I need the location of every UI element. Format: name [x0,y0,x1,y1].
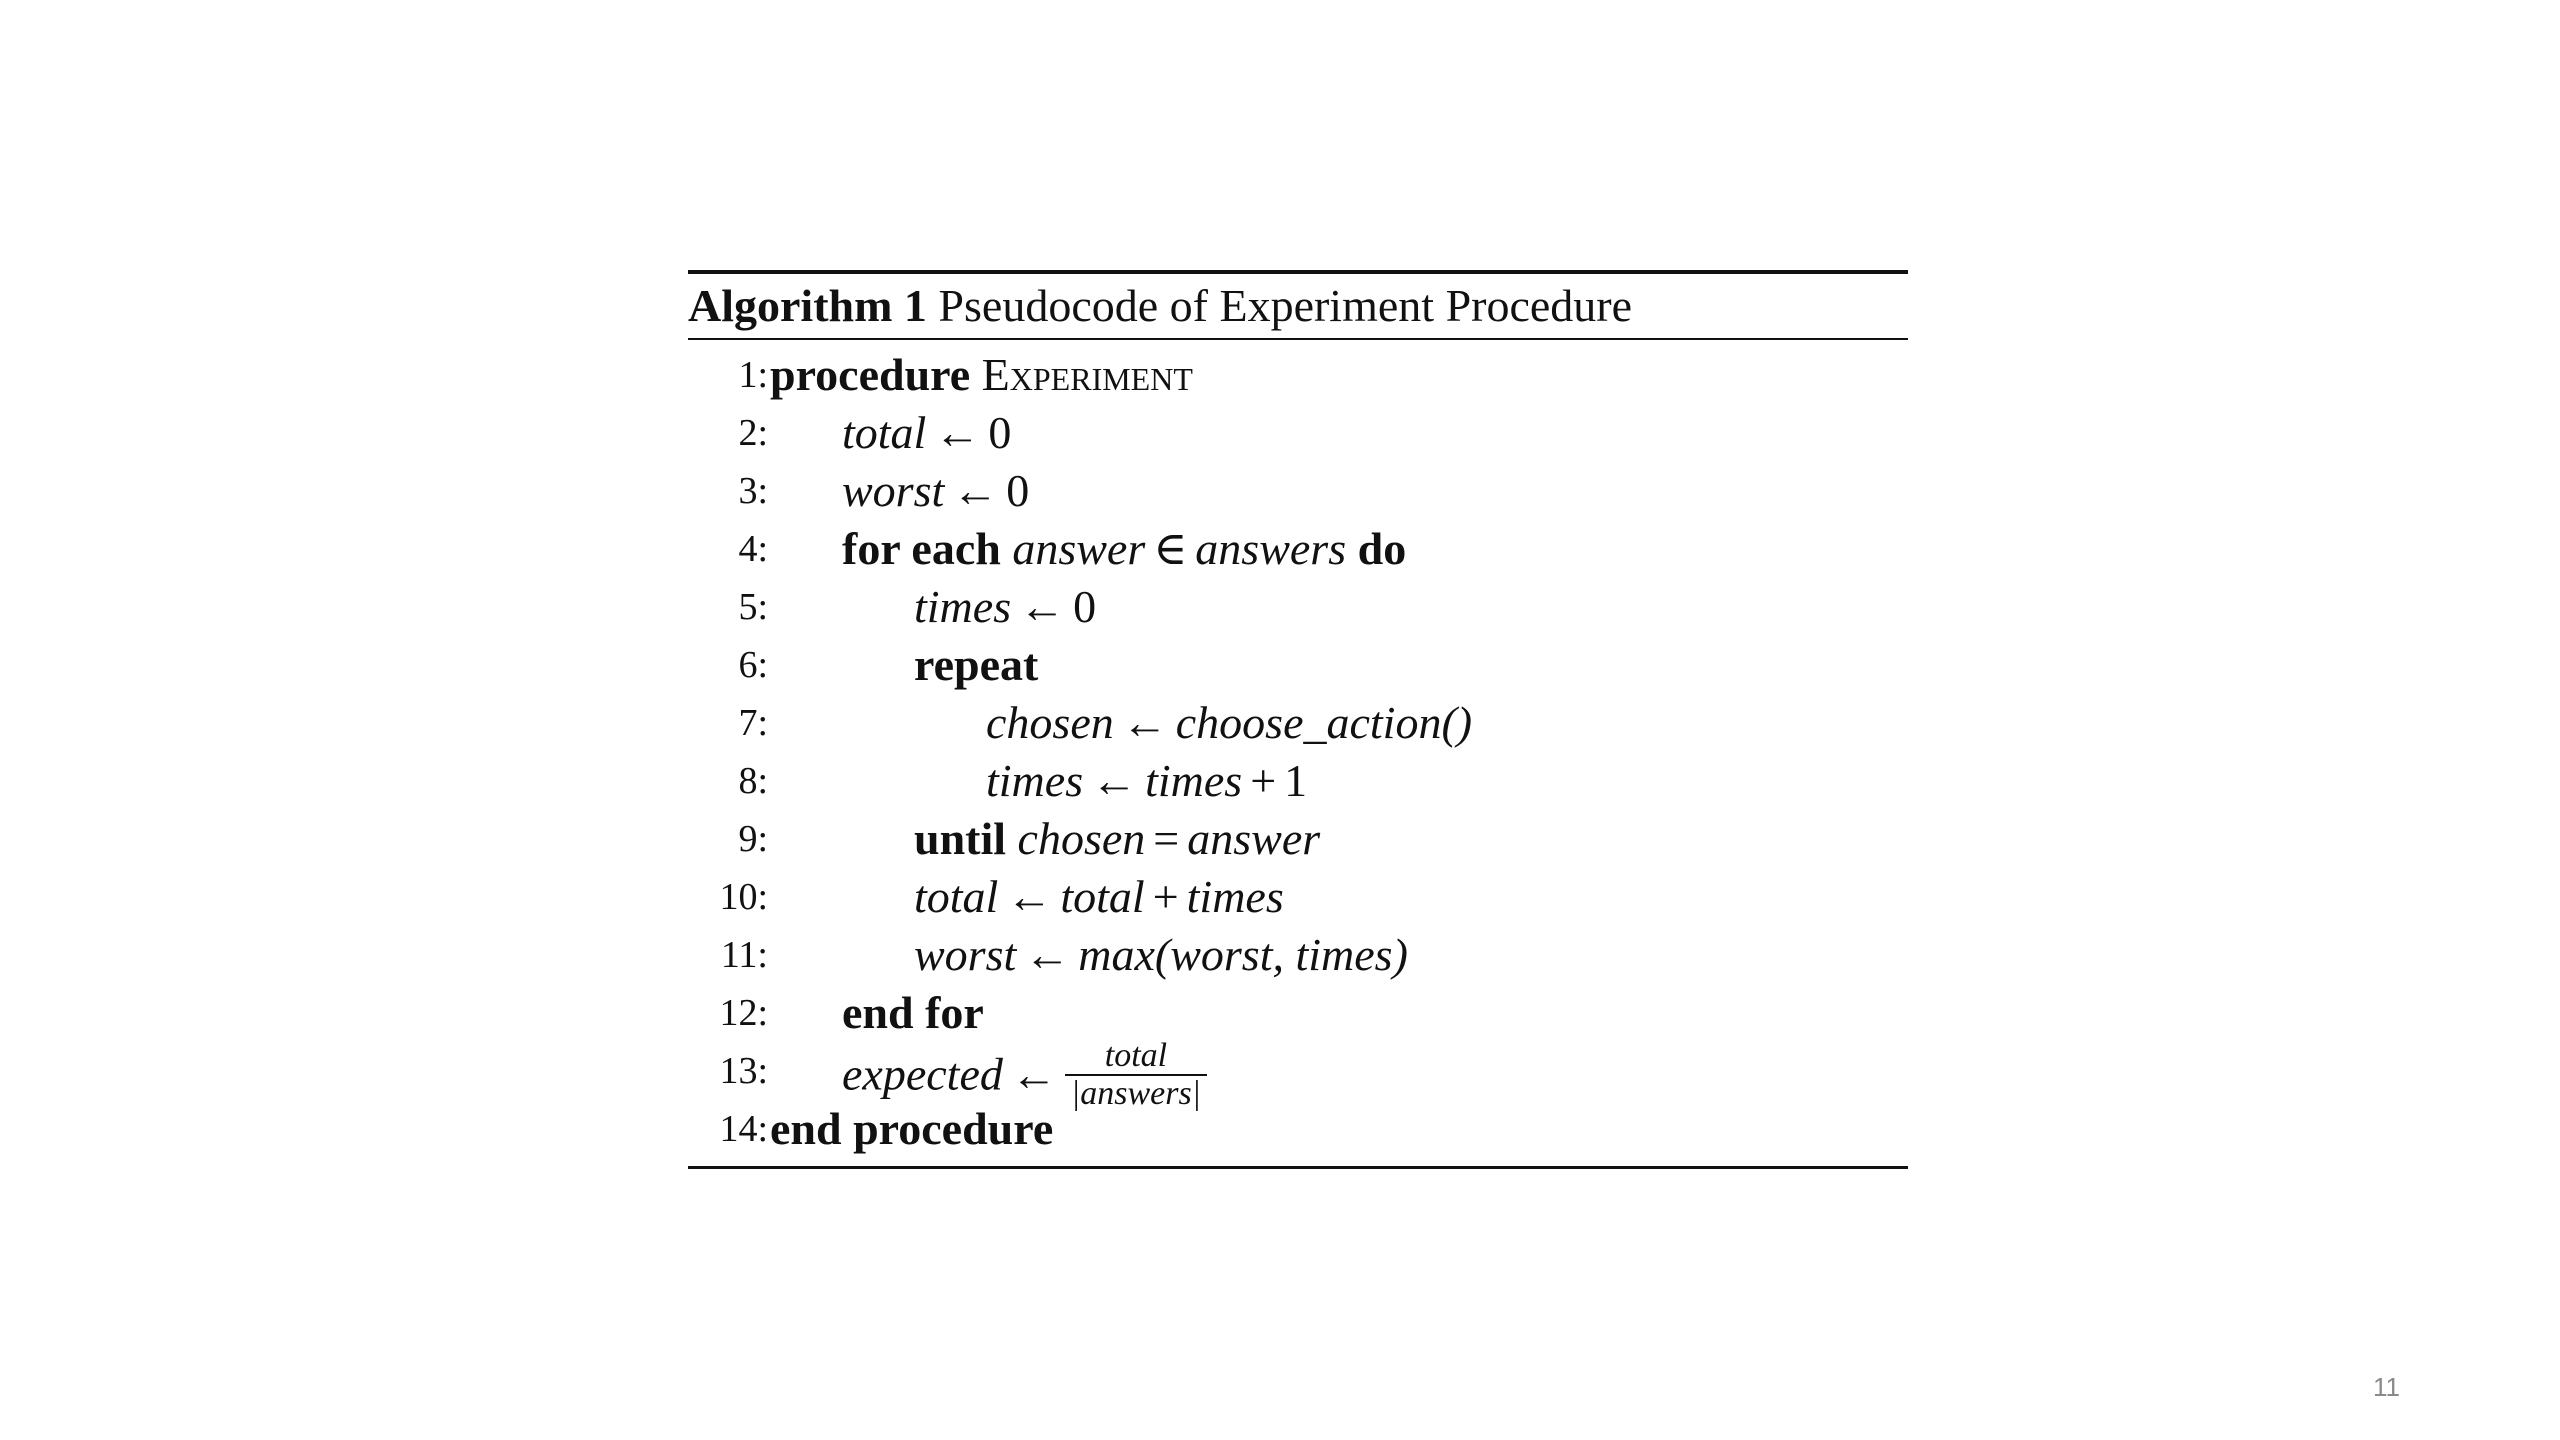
line-number: 4: [738,528,768,570]
variable: total [1060,871,1145,922]
fraction-numerator: total [1065,1038,1207,1076]
function-call: choose_action() [1175,697,1473,748]
assign-arrow: ← [952,465,999,516]
algo-line-7 [688,694,1908,752]
variable: total [914,871,999,922]
variable: expected [842,1048,1003,1100]
variable: answer [1187,813,1321,864]
keyword: end procedure [770,1103,1054,1154]
line-number: 1: [738,354,768,396]
variable: worst [914,929,1017,980]
plus-operator: + [1152,871,1179,922]
assign-arrow: ← [1091,755,1138,806]
caption-title: Pseudocode of Experiment Procedure [938,280,1633,331]
value: 0 [1006,465,1030,516]
bottom-rule [688,1166,1908,1169]
assign-arrow: ← [1006,871,1053,922]
assign-arrow: ← [934,407,981,458]
algo-line-3 [688,462,1908,520]
keyword: until [914,813,1007,864]
algo-line-4 [688,520,1908,578]
algo-line-6 [688,636,1908,694]
assign-arrow: ← [1024,929,1071,980]
algorithm-block [688,270,1908,1170]
top-rule [688,270,1908,274]
variable: times [914,581,1012,632]
caption-rule [688,338,1908,340]
variable: times [1186,871,1284,922]
variable: times [986,755,1084,806]
line-number: 2: [738,412,768,454]
line-number: 13: [719,1050,768,1092]
algo-line-12 [688,984,1908,1042]
keyword: repeat [914,639,1039,690]
algo-line-5 [688,578,1908,636]
line-number: 11: [720,934,768,976]
keyword: do [1357,523,1407,574]
algo-line-11 [688,926,1908,984]
line-number: 12: [719,992,768,1034]
variable: times [1145,755,1243,806]
procedure-name: Experiment [981,349,1193,400]
variable: worst [842,465,945,516]
keyword: procedure [770,349,971,400]
value: 0 [988,407,1012,458]
caption-label: Algorithm 1 [688,280,927,331]
operator: ∈ [1153,523,1188,574]
line-number: 9: [738,818,768,860]
algo-line-13 [688,1037,1908,1112]
variable: answer [1012,523,1146,574]
line-number: 8: [738,760,768,802]
algo-line-2 [688,404,1908,462]
variable: chosen [1017,813,1146,864]
operator: = [1153,813,1180,864]
variable: answers [1195,523,1347,574]
assign-arrow: ← [1010,1048,1057,1100]
fraction-denominator: |answers| [1070,1075,1202,1112]
line-number: 5: [738,586,768,628]
assign-arrow: ← [1019,581,1066,632]
line-number: 6: [738,644,768,686]
assign-arrow: ← [1121,697,1168,748]
plus-operator: + [1250,755,1277,806]
function-call: max(worst, times) [1078,929,1408,980]
line-number: 14: [719,1108,768,1150]
line-number: 3: [738,470,768,512]
algo-line-9 [688,810,1908,868]
algo-line-14 [688,1100,1908,1158]
variable: chosen [986,697,1114,748]
keyword: for each [842,523,1001,574]
line-number: 10: [719,876,768,918]
variable: total [842,407,927,458]
line-number: 7: [738,702,768,744]
algo-line-10 [688,868,1908,926]
algo-line-8 [688,752,1908,810]
keyword: end for [842,987,984,1038]
algo-line-1 [688,346,1908,404]
value: 1 [1284,755,1308,806]
algorithm-caption [688,276,1632,336]
value: 0 [1073,581,1097,632]
slide-page-number: 11 [2373,1372,2400,1402]
